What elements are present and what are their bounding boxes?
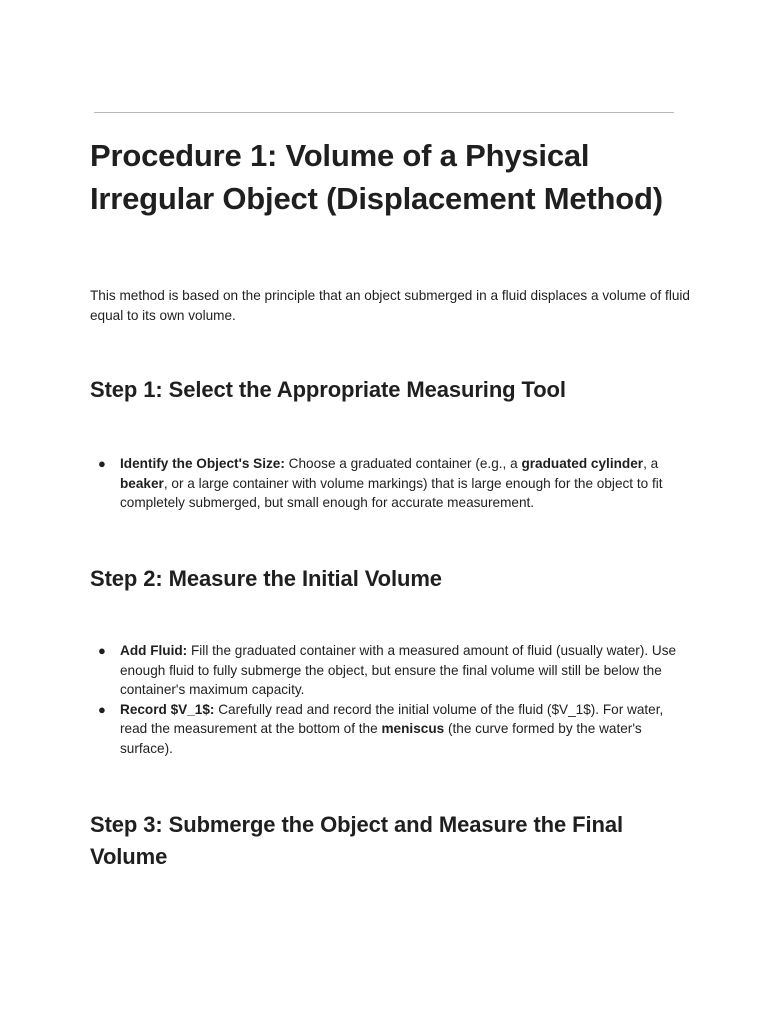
item-label: Add Fluid: (120, 643, 188, 658)
item-text: , or a large container with volume markings) that is large enough for the object to fit completely submerged, but small enough for accurate measurement. (120, 475, 663, 510)
step1-heading: Step 1: Select the Appropriate Measuring Tool (90, 377, 566, 402)
bullet-icon: ● (98, 456, 106, 471)
horizontal-divider (94, 112, 674, 113)
item-label: Record $V_1$: (120, 701, 215, 717)
item-text: Carefully read and record the initial volume of the fluid ($V_1$). For water, read the measurement at the bottom of the (120, 701, 664, 736)
step1-list (90, 454, 686, 513)
bullet-icon: ● (98, 643, 106, 658)
item-label: Identify the Object's Size: (120, 456, 285, 471)
item-emphasis: beaker (120, 475, 164, 491)
step2-list (90, 641, 686, 758)
step3-heading: Step 3: Submerge the Object and Measure the Final Volume (90, 812, 623, 869)
intro-paragraph: This method is based on the principle that an object submerged in a fluid displaces a volume of fluid equal to its own volume. (90, 288, 690, 323)
page-title: Procedure 1: Volume of a Physical Irregular Object (Displacement Method) (90, 138, 663, 216)
item-emphasis: meniscus (381, 721, 445, 736)
item-text: , a (643, 456, 659, 471)
item-text: (the curve formed by the water's surface). (120, 721, 642, 756)
list-item (90, 700, 686, 759)
step2-heading: Step 2: Measure the Initial Volume (90, 566, 442, 591)
bullet-icon: ● (98, 701, 106, 717)
item-emphasis: graduated cylinder (521, 456, 644, 471)
list-item (90, 641, 686, 700)
list-item (90, 454, 686, 513)
item-text: Fill the graduated container with a measured amount of fluid (usually water). Use enough fluid to fully submerge the object, but ensure the final volume will still be below the container's maximum capacity. (120, 643, 677, 697)
item-text: Choose a graduated container (e.g., a (284, 456, 522, 471)
